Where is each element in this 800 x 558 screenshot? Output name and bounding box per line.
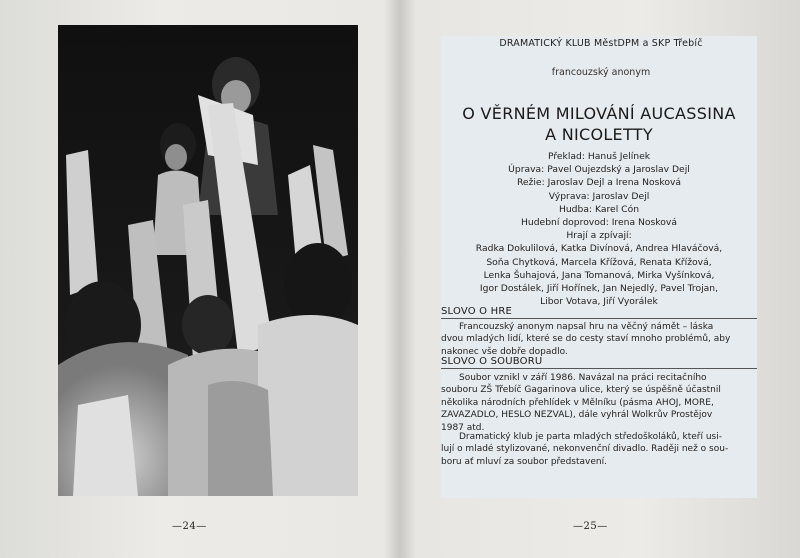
page-number-right: —25—	[573, 521, 608, 532]
text-line: několika národních přehlídek v Mělníku (pásma AHOJ, MORE,	[441, 397, 714, 408]
text-line: Francouzský anonym napsal hru na věčný námět – láska	[459, 322, 714, 332]
section-heading-play: SLOVO O HRE	[441, 306, 757, 319]
section-heading-ensemble: SLOVO O SOUBORU	[441, 356, 757, 369]
section-text-ensemble-2	[441, 431, 757, 468]
cast-line: Soňa Chytková, Marcela Křížová, Renata Křížová,	[486, 256, 712, 268]
cast-line: Libor Votava, Jiří Vyorálek	[540, 296, 658, 308]
stage-photo	[58, 25, 358, 496]
page-number-left: —24—	[172, 521, 207, 532]
stage-photo-image	[58, 25, 358, 496]
left-page	[0, 0, 399, 558]
author-line: francouzský anonym	[551, 67, 651, 78]
cast-line: Lenka Šuhajová, Jana Tomanová, Mirka Vyšínková,	[483, 269, 715, 281]
credit-line: Hrají a zpívají:	[566, 230, 632, 242]
credit-line: Hudební doprovod: Irena Nosková	[520, 217, 677, 229]
text-line: Soubor vznikl v září 1986. Navázal na práci recitačního	[459, 373, 707, 383]
credit-line: Úprava: Pavel Oujezdský a Jaroslav Dejl	[508, 164, 690, 176]
text-line: nakonec vše dobře dopadlo.	[441, 346, 568, 357]
text-line: dvou mladých lidí, které se do cesty staví mnoho problémů, aby	[441, 334, 731, 345]
play-title	[441, 103, 757, 145]
cast-line: Igor Dostálek, Jiří Hořínek, Jan Nejedlý, Pavel Trojan,	[479, 283, 719, 295]
credits-list	[441, 150, 757, 308]
play-title-line: A NICOLETTY	[545, 125, 653, 144]
section-text-play	[441, 321, 757, 358]
club-name: DRAMATICKÝ KLUB MěstDPM a SKP Třebíč	[499, 38, 703, 49]
text-line: 1987 atd.	[441, 422, 485, 433]
text-line: lují o mladé stylizované, nekonvenční divadlo. Raději než o sou-	[441, 444, 729, 455]
credit-line: Režie: Jaroslav Dejl a Irena Nosková	[516, 177, 682, 189]
text-line: boru ať mluví za soubor představení.	[441, 456, 607, 467]
text-line: ZAVAZADLO, HESLO NEZVAL), dále vyhrál Wolkrův Prostějov	[441, 410, 713, 421]
cast-line: Radka Dokulilová, Katka Divínová, Andrea Hlaváčová,	[475, 243, 723, 255]
text-line: souboru ZŠ Třebíč Gagarinova ulice, který se úspěšně účastnil	[441, 385, 721, 396]
text-line: Dramatický klub je parta mladých středoškoláků, kteří usi-	[459, 432, 722, 442]
play-title-line: O VĚRNÉM MILOVÁNÍ AUCASSINA	[462, 104, 736, 123]
right-page	[401, 0, 800, 558]
credit-line: Překlad: Hanuš Jelínek	[547, 151, 651, 162]
section-text-ensemble	[441, 372, 757, 434]
credit-line: Hudba: Karel Cón	[558, 203, 640, 215]
credit-line: Výprava: Jaroslav Dejl	[548, 190, 650, 202]
